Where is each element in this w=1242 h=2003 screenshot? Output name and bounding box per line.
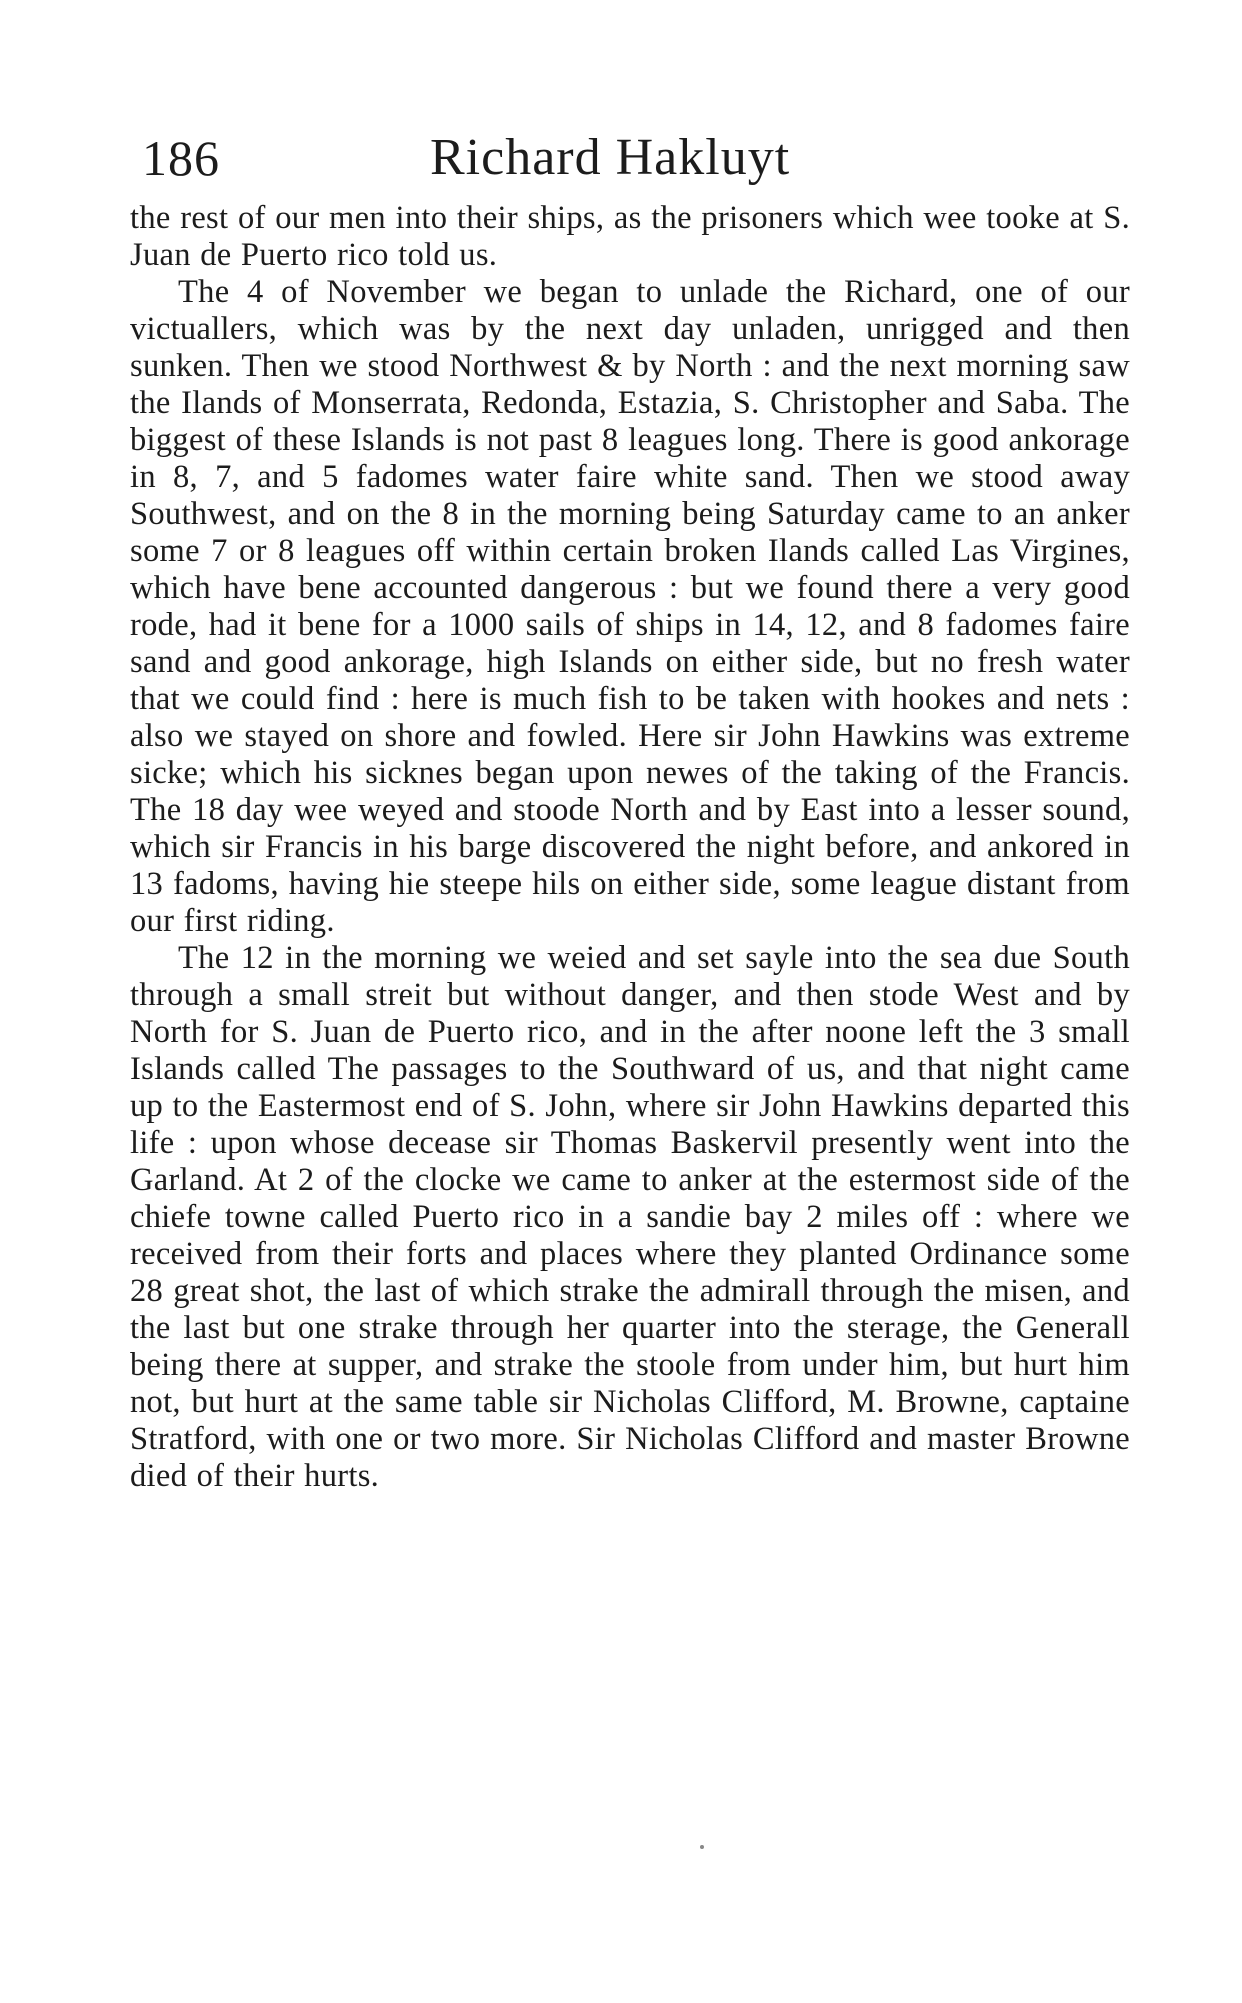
paragraph-continuation: the rest of our men into their ships, as the prisoners which wee tooke at S. Juan de Puerto rico told us. bbox=[130, 200, 1130, 273]
print-speck bbox=[700, 1845, 704, 1849]
body-text bbox=[130, 200, 1130, 1495]
paragraph: The 4 of November we began to unlade the Richard, one of our victuallers, which was by the next day unladen, unrigged and then sunken. Then we stood Northwest & by North : and the next morning saw the Ilands of Monserrata, Redonda, Estazia, S. Christopher and Saba. The biggest of these Islands is not past 8 leagues long. There is good ankorage in 8, 7, and 5 fadomes water faire white sand. Then we stood away Southwest, and on the 8 in the morning being Saturday came to an anker some 7 or 8 leagues off within certain broken Ilands called Las Virgines, which have bene accounted dangerous : but we found there a very good rode, had it bene for a 1000 sails of ships in 14, 12, and 8 fadomes faire sand and good ankorage, high Islands on either side, but no fresh water that we could find : here is much fish to be taken with hookes and nets : also we stayed on shore and fowled. Here sir John Hawkins was extreme sicke; which his sicknes began upon newes of the taking of the Francis. The 18 day wee weyed and stoode North and by East into a lesser sound, which sir Francis in his barge discovered the night before, and ankored in 13 fadoms, having hie steepe hils on either side, some league distant from our first riding. bbox=[130, 274, 1130, 939]
page-number: 186 bbox=[142, 130, 220, 186]
running-title: Richard Hakluyt bbox=[430, 129, 791, 186]
paragraph: The 12 in the morning we weied and set sayle into the sea due South through a small streit but without danger, and then stode West and by North for S. Juan de Puerto rico, and in the after noone left the 3 small Islands called The passages to the Southward of us, and that night came up to the Eastermost end of S. John, where sir John Hawkins departed this life : upon whose decease sir Thomas Baskervil presently went into the Garland. At 2 of the clocke we came to anker at the estermost side of the chiefe towne called Puerto rico in a sandie bay 2 miles off : where we received from their forts and places where they planted Ordinance some 28 great shot, the last of which strake the admirall through the misen, and the last but one strake through her quarter into the sterage, the Generall being there at supper, and strake the stoole from under him, but hurt him not, but hurt at the same table sir Nicholas Clifford, M. Browne, captaine Stratford, with one or two more. Sir Nicholas Clifford and master Browne died of their hurts. bbox=[130, 940, 1130, 1494]
running-head bbox=[142, 128, 1142, 188]
